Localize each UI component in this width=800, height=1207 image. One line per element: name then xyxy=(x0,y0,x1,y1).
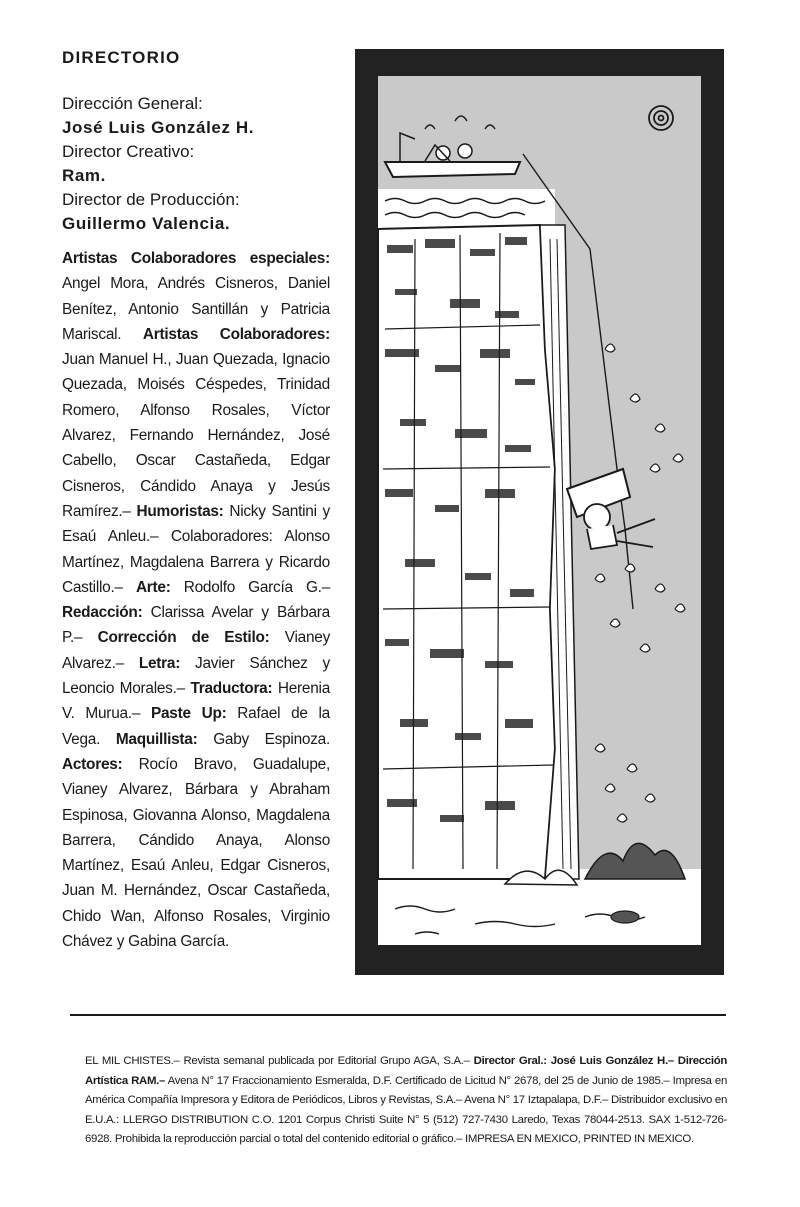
role-production-director: Director de Producción: xyxy=(62,190,240,209)
name-general-director: José Luis González H. xyxy=(62,118,255,137)
lettering: Javier Sánchez y Leoncio Morales.– xyxy=(62,654,330,698)
art: Rodolfo García G.– xyxy=(183,578,331,596)
pasteup: Rafael de la Vega. xyxy=(62,705,330,748)
editorial-label: Redacción: xyxy=(62,604,143,622)
name-production-director: Guillermo Valencia. xyxy=(62,214,231,233)
imprint-text-2: Avena N° 17 Fraccionamiento Esmeralda, D.F. Certificado de Licitud N° 2678, del 25 de Junio de 1985.– Impresa en América Compañía Impresora y Editora de Periódicos, Libros y Revistas, S.A.– Avena N° 17 Iztapalapa, D.F.– Distribuidor exclusivo en E.U.A.: LLERGO DISTRIBUTION C.O. 1201 Corpus Christi Suite N° 5 (512) 727-7430 Laredo, Texas 78044-2513. SAX 1-512-726-6928. Prohibida la reproducción parcial o total del contenido editorial o gráfico.– IMPRESA EN MEXICO, PRINTED IN MEXICO. xyxy=(85,1074,727,1146)
imprint-director-name: José Luis González H.– xyxy=(550,1055,674,1067)
credits-paragraph xyxy=(62,246,330,954)
style-correction: Vianey Alvarez.– xyxy=(62,629,331,672)
pasteup-label: Paste Up: xyxy=(150,705,227,723)
cliff-icon xyxy=(378,225,555,879)
humorists-label: Humoristas: xyxy=(136,502,224,520)
special-artists-label: Artistas Colaboradores especiales: xyxy=(62,250,330,267)
role-general-director: Dirección General: xyxy=(62,94,203,113)
actors: Rocío Bravo, Guadalupe, Vianey Alvarez, Bárbara y Abraham Espinosa, Giovanna Alonso, Magdalena Barrera, Cándido Anaya, Alonso Martínez, Esaú Anleu, Edgar Cisneros, Juan M. Hernández, Oscar Castañeda, Chido Wan, Alfonso Rosales, Virginio Chávez y Gabina García. xyxy=(62,755,330,951)
imprint-text-1: EL MIL CHISTES.– Revista semanal publicada por Editorial Grupo AGA, S.A.– xyxy=(85,1055,470,1067)
makeup: Gaby Espinoza. xyxy=(213,730,331,748)
imprint-paragraph xyxy=(85,1052,727,1150)
river-top-water xyxy=(378,189,555,229)
actors-label: Actores: xyxy=(62,755,123,773)
staff-list xyxy=(62,92,332,236)
special-artists: Angel Mora, Andrés Cisneros, Daniel Benítez, Antonio Santillán y Patricia Mariscal. xyxy=(62,275,330,343)
lettering-label: Letra: xyxy=(138,654,181,672)
translator-label: Traductora: xyxy=(190,680,273,698)
art-label: Arte: xyxy=(135,578,171,596)
style-label: Corrección de Estilo: xyxy=(97,629,270,647)
divider-rule xyxy=(70,1014,726,1016)
waterfall-cartoon xyxy=(355,49,724,975)
imprint-art-direction-label: Dirección Artística xyxy=(85,1055,728,1087)
humorists: Nicky Santini y Esaú Anleu.– Colaboradores: Alonso Martínez, Magdalena Barrera y Ricardo Castillo.– xyxy=(62,502,330,596)
makeup-label: Maquillista: xyxy=(115,730,198,748)
translator: Herenia V. Murua.– xyxy=(62,680,331,723)
artists: Juan Manuel H., Juan Quezada, Ignacio Quezada, Moisés Céspedes, Trinidad Romero, Alfonso Rosales, Víctor Alvarez, Fernando Hernández, José Cabello, Oscar Castañeda, Edgar Cisneros, Cándido Anaya y Jesús Ramírez.– xyxy=(62,351,330,520)
directory-heading: DIRECTORIO xyxy=(62,48,181,67)
imprint-art-direction-name: RAM.– xyxy=(131,1074,166,1087)
role-creative-director: Director Creativo: xyxy=(62,142,195,161)
imprint-director-label: Director Gral.: xyxy=(473,1055,547,1067)
name-creative-director: Ram. xyxy=(62,166,106,185)
artists-label: Artistas Colaboradores: xyxy=(142,325,330,343)
editorial: Clarissa Avelar y Bárbara P.– xyxy=(62,604,330,647)
